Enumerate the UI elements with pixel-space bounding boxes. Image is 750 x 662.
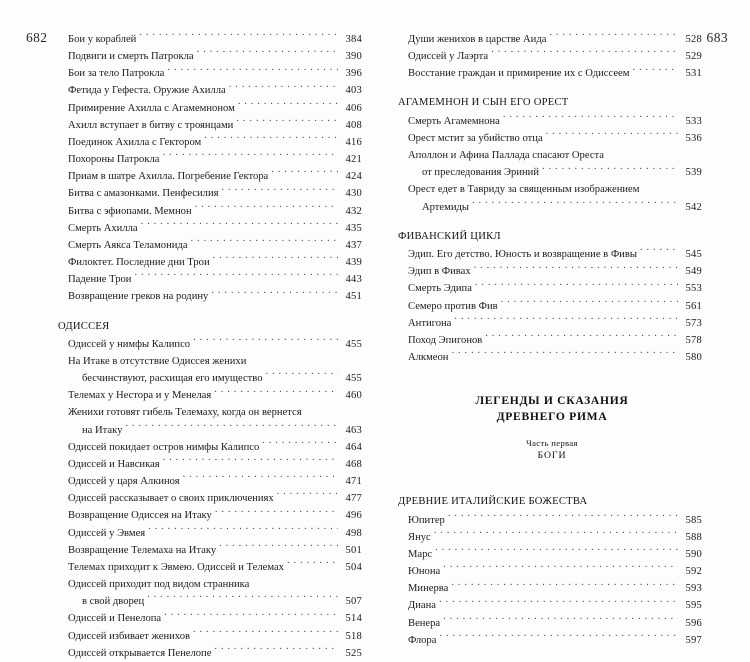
toc-entry-title-line: Орест едет в Тавриду за священным изображением: [408, 184, 640, 196]
dot-leader: [474, 264, 678, 275]
toc-entry-page: 443: [345, 274, 362, 286]
toc-entry[interactable]: [68, 593, 362, 610]
toc-entry[interactable]: [408, 298, 702, 315]
dot-leader: [271, 169, 338, 180]
toc-entry[interactable]: [68, 117, 362, 134]
toc-entry[interactable]: [408, 580, 702, 597]
toc-entry-page: 496: [345, 510, 362, 522]
dot-leader: [204, 134, 338, 145]
toc-entry-page: 596: [685, 617, 702, 629]
toc-section-heading: ФИВАНСКИЙ ЦИКЛ: [398, 230, 501, 242]
part-title-block: [408, 393, 702, 463]
toc-entry[interactable]: [408, 512, 702, 529]
toc-entry-page: 553: [685, 283, 702, 295]
dot-leader: [434, 529, 678, 540]
toc-entry-page: 542: [685, 201, 702, 213]
dot-leader: [632, 66, 678, 77]
toc-entry[interactable]: [68, 271, 362, 288]
toc-entry-page: 514: [345, 613, 362, 625]
dot-leader: [238, 100, 338, 111]
toc-entry-page: 396: [345, 68, 362, 80]
toc-entry[interactable]: [68, 439, 362, 456]
dot-leader: [221, 186, 338, 197]
toc-entry-title: бесчинствуют, расхищая его имущество: [82, 373, 263, 385]
dot-leader: [219, 542, 338, 553]
toc-entry-page: 531: [685, 68, 702, 80]
dot-leader: [214, 645, 338, 656]
toc-entry[interactable]: [408, 597, 702, 614]
toc-entry-title: Антигона: [408, 317, 452, 329]
toc-entry-title: от преследования Эриний: [422, 167, 539, 179]
toc-entry[interactable]: [408, 280, 702, 297]
toc-entry-page: 460: [345, 390, 362, 402]
toc-entry-title: Подвиги и смерть Патрокла: [68, 51, 194, 63]
toc-entry-page: 578: [685, 334, 702, 346]
toc-entry-title: Флора: [408, 634, 437, 646]
toc-entry-page: 477: [345, 493, 362, 505]
toc-entry-page: 501: [345, 544, 362, 556]
toc-entry-title: Приам в шатре Ахилла. Погребение Гектора: [68, 171, 269, 183]
toc-right: [398, 31, 702, 649]
toc-entry-title: Филоктет. Последние дни Трои: [68, 257, 210, 269]
toc-entry[interactable]: [408, 31, 702, 48]
toc-entry-title: Минерва: [408, 583, 449, 595]
toc-section-heading: ОДИССЕЯ: [58, 320, 110, 332]
toc-entry[interactable]: [408, 130, 702, 147]
toc-entry[interactable]: [68, 370, 362, 387]
toc-entry-page: 588: [685, 531, 702, 543]
toc-entry-page: 545: [685, 249, 702, 261]
toc-section-heading: АГАМЕМНОН И СЫН ЕГО ОРЕСТ: [398, 97, 569, 109]
toc-entry-title: Поход Эпигонов: [408, 334, 483, 346]
dot-leader: [287, 559, 338, 570]
toc-entry-title: Восстание граждан и примирение их с Одиссеем: [408, 68, 630, 80]
toc-entry-title: Орест мстит за убийство отца: [408, 132, 543, 144]
toc-entry-title: Одиссей покидает остров нимфы Калипсо: [68, 441, 260, 453]
toc-entry-title: в свой дворец: [82, 596, 145, 608]
dot-leader: [439, 598, 678, 609]
toc-entry[interactable]: [68, 168, 362, 185]
toc-entry-page: 573: [685, 317, 702, 329]
dot-leader: [193, 336, 338, 347]
toc-entry-title: Эдип в Фивах: [408, 266, 471, 278]
toc-entry-page: 406: [345, 102, 362, 114]
toc-entry[interactable]: [68, 100, 362, 117]
left-page: [0, 0, 375, 659]
dot-leader: [147, 594, 338, 605]
toc-entry-title: Битва с эфиопами. Мемнон: [68, 205, 192, 217]
toc-entry-page: 539: [685, 167, 702, 179]
toc-entry-page: 536: [685, 132, 702, 144]
toc-entry[interactable]: [408, 615, 702, 632]
toc-entry-title: Примирение Ахилла с Агамемноном: [68, 102, 235, 114]
toc-entry-title: Одиссей и Навсикая: [68, 458, 160, 470]
dot-leader: [451, 581, 678, 592]
folio-left: 682: [26, 30, 48, 45]
dot-leader: [491, 49, 678, 60]
dot-leader: [435, 546, 678, 557]
toc-entry[interactable]: [68, 151, 362, 168]
toc-entry[interactable]: [408, 263, 702, 280]
toc-entry-title: Возвращение Телемаха на Итаку: [68, 544, 217, 556]
dot-leader: [125, 422, 338, 433]
toc-entry-page: 464: [345, 441, 362, 453]
toc-entry-title: Смерть Аякса Теламонида: [68, 239, 188, 251]
part-title-line-1: ЛЕГЕНДЫ И СКАЗАНИЯ: [475, 394, 629, 408]
toc-entry-title-line: На Итаке в отсутствие Одиссея женихи: [68, 356, 247, 368]
dot-leader: [546, 130, 678, 141]
toc-entry-title: Души женихов в царстве Аида: [408, 34, 547, 45]
part-title-line-2: ДРЕВНЕГО РИМА: [496, 410, 608, 424]
dot-leader: [485, 332, 678, 343]
dot-leader: [214, 388, 338, 399]
toc-entry[interactable]: [68, 185, 362, 202]
toc-entry-title: Ахилл вступает в битву с троянцами: [68, 119, 234, 131]
dot-leader: [236, 117, 338, 128]
dot-leader: [266, 371, 338, 382]
toc-entry-page: 390: [345, 51, 362, 63]
toc-entry-title: Артемиды: [422, 201, 470, 213]
toc-entry[interactable]: [68, 220, 362, 237]
dot-leader: [475, 281, 678, 292]
toc-entry-page: 504: [345, 561, 362, 573]
toc-entry-title: Битва с амазонками. Пенфесилия: [68, 188, 219, 200]
toc-entry-page: 455: [345, 338, 362, 350]
dot-leader: [443, 615, 678, 626]
toc-entry-title: Семеро против Фив: [408, 300, 498, 312]
dot-leader: [213, 254, 338, 265]
dot-leader: [193, 628, 338, 639]
dot-leader: [448, 512, 678, 523]
toc-left: [58, 31, 362, 662]
toc-entry-page: 580: [685, 352, 702, 364]
toc-entry-page: 593: [685, 583, 702, 595]
dot-leader: [501, 298, 678, 309]
toc-entry[interactable]: [68, 254, 362, 271]
toc-entry-page: 437: [345, 239, 362, 251]
dot-leader: [262, 439, 338, 450]
toc-entry-title: Алкмеон: [408, 352, 449, 364]
toc-entry[interactable]: [68, 645, 362, 662]
toc-entry-page: 471: [345, 476, 362, 488]
toc-entry-title: Диана: [408, 600, 436, 612]
dot-leader: [503, 113, 678, 124]
toc-entry[interactable]: [68, 422, 362, 439]
toc-entry-page: 498: [345, 527, 362, 539]
dot-leader: [549, 31, 678, 42]
toc-entry[interactable]: [68, 628, 362, 645]
toc-entry-title: Смерть Ахилла: [68, 222, 138, 234]
toc-entry-title: Фетида у Гефеста. Оружие Ахилла: [68, 85, 226, 97]
dot-leader: [139, 31, 338, 42]
toc-entry[interactable]: [68, 507, 362, 524]
toc-entry-page: 403: [345, 85, 362, 97]
toc-entry[interactable]: [408, 315, 702, 332]
toc-entry-page: 528: [685, 34, 702, 45]
dot-leader: [542, 165, 678, 176]
toc-entry-title: Похороны Патрокла: [68, 154, 160, 166]
part-name: БОГИ: [537, 450, 567, 462]
dot-leader: [211, 289, 338, 300]
toc-entry-page: 597: [685, 634, 702, 646]
toc-entry-page: 529: [685, 51, 702, 63]
folio-right: 683: [706, 30, 728, 45]
toc-entry-page: 549: [685, 266, 702, 278]
toc-entry-title: Смерть Эдипа: [408, 283, 472, 295]
toc-entry-page: 421: [345, 154, 362, 166]
toc-entry-title: Венера: [408, 617, 441, 629]
part-label: Часть первая: [526, 437, 578, 448]
dot-leader: [197, 49, 338, 60]
toc-entry[interactable]: [68, 387, 362, 404]
dot-leader: [195, 203, 338, 214]
dot-leader: [443, 564, 678, 575]
toc-entry-page: 451: [345, 291, 362, 303]
toc-entry-page: 592: [685, 566, 702, 578]
toc-entry-page: 432: [345, 205, 362, 217]
toc-entry-title: Поединок Ахилла с Гектором: [68, 136, 202, 148]
dot-leader: [164, 611, 338, 622]
toc-entry[interactable]: [408, 529, 702, 546]
toc-entry[interactable]: [68, 336, 362, 353]
toc-entry-title: Телемах у Нестора и у Менелая: [68, 390, 212, 402]
toc-entry[interactable]: [408, 199, 702, 216]
toc-entry-page: 384: [345, 34, 362, 45]
toc-entry[interactable]: [68, 288, 362, 305]
dot-leader: [215, 508, 338, 519]
toc-entry[interactable]: [68, 559, 362, 576]
dot-leader: [162, 152, 338, 163]
toc-entry[interactable]: [68, 456, 362, 473]
toc-entry[interactable]: [408, 332, 702, 349]
toc-entry[interactable]: [68, 65, 362, 82]
toc-entry-page: 590: [685, 548, 702, 560]
toc-entry-title: Одиссей у Лаэрта: [408, 51, 489, 63]
toc-entry[interactable]: [408, 65, 702, 82]
toc-entry-title: Одиссей открывается Пенелопе: [68, 647, 212, 659]
toc-entry[interactable]: [68, 610, 362, 627]
toc-entry[interactable]: [408, 563, 702, 580]
dot-leader: [229, 83, 338, 94]
toc-entry[interactable]: [408, 349, 702, 366]
toc-entry-page: 507: [345, 596, 362, 608]
toc-entry-page: 408: [345, 119, 362, 131]
dot-leader: [451, 349, 678, 360]
toc-entry-page: 455: [345, 373, 362, 385]
dot-leader: [191, 237, 338, 248]
dot-leader: [163, 456, 338, 467]
toc-entry-title: Одиссей у царя Алкиноя: [68, 476, 180, 488]
toc-entry-title: Одиссей избивает женихов: [68, 630, 190, 642]
toc-entry-page: 416: [345, 136, 362, 148]
dot-leader: [454, 315, 678, 326]
dot-leader: [472, 199, 678, 210]
toc-entry-title-line: Одиссей приходит под видом странника: [68, 579, 250, 591]
toc-entry-title: Юнона: [408, 566, 441, 578]
toc-entry-page: 585: [685, 514, 702, 526]
toc-entry-title: Одиссей рассказывает о своих приключениях: [68, 493, 274, 505]
toc-entry[interactable]: [408, 48, 702, 65]
toc-entry[interactable]: [68, 473, 362, 490]
toc-entry-page: 424: [345, 171, 362, 183]
toc-entry-title: Возвращение греков на родину: [68, 291, 209, 303]
toc-entry-page: 561: [685, 300, 702, 312]
toc-entry-title: Смерть Агамемнона: [408, 115, 500, 127]
toc-entry[interactable]: [68, 203, 362, 220]
toc-entry[interactable]: [68, 82, 362, 99]
toc-entry-title: на Итаку: [82, 424, 123, 436]
toc-entry-title: Марс: [408, 548, 433, 560]
dot-leader: [167, 66, 338, 77]
toc-entry[interactable]: [68, 525, 362, 542]
toc-section-heading: ДРЕВНИЕ ИТАЛИЙСКИЕ БОЖЕСТВА: [398, 496, 588, 508]
toc-entry-page: 468: [345, 458, 362, 470]
toc-entry-page: 533: [685, 115, 702, 127]
right-page: [375, 0, 750, 646]
toc-entry[interactable]: [408, 546, 702, 563]
toc-entry-page: 439: [345, 257, 362, 269]
toc-entry[interactable]: [68, 134, 362, 151]
dot-leader: [277, 491, 338, 502]
toc-entry-title-line: Женихи готовят гибель Телемаху, когда он вернется: [68, 407, 302, 419]
toc-entry-page: 525: [345, 647, 362, 659]
dot-leader: [134, 272, 338, 283]
toc-entry-page: 463: [345, 424, 362, 436]
toc-entry[interactable]: [68, 542, 362, 559]
toc-entry-title: Бои у кораблей: [68, 34, 137, 45]
toc-entry-page: 518: [345, 630, 362, 642]
toc-entry-title: Телемах приходит к Эвмею. Одиссей и Телемах: [68, 561, 284, 573]
toc-entry[interactable]: [68, 48, 362, 65]
dot-leader: [439, 632, 678, 643]
toc-entry[interactable]: [68, 490, 362, 507]
block-spacer: [408, 463, 702, 481]
dot-leader: [183, 474, 338, 485]
toc-entry-page: 595: [685, 600, 702, 612]
toc-entry-title: Одиссей у Эвмея: [68, 527, 146, 539]
toc-entry-page: 435: [345, 222, 362, 234]
toc-entry-title: Возвращение Одиссея на Итаку: [68, 510, 212, 522]
toc-entry-title-line: Аполлон и Афина Паллада спасают Ореста: [408, 150, 604, 162]
toc-entry-title: Эдип. Его детство. Юность и возвращение в Фивы: [408, 249, 637, 261]
toc-entry-title: Падение Трои: [68, 274, 132, 286]
toc-entry[interactable]: [68, 31, 362, 48]
toc-entry-title: Юпитер: [408, 514, 445, 526]
toc-entry[interactable]: [68, 237, 362, 254]
toc-entry-title: Бои за тело Патрокла: [68, 68, 165, 80]
toc-entry-title: Одиссей и Пенелопа: [68, 613, 162, 625]
toc-entry[interactable]: [408, 246, 702, 263]
toc-entry[interactable]: [408, 164, 702, 181]
dot-leader: [141, 220, 338, 231]
toc-entry[interactable]: [408, 113, 702, 130]
toc-entry[interactable]: [408, 632, 702, 649]
toc-entry-page: 430: [345, 188, 362, 200]
toc-entry-title: Янус: [408, 531, 431, 543]
dot-leader: [640, 247, 678, 258]
toc-entry-title: Одиссей у нимфы Калипсо: [68, 338, 191, 350]
